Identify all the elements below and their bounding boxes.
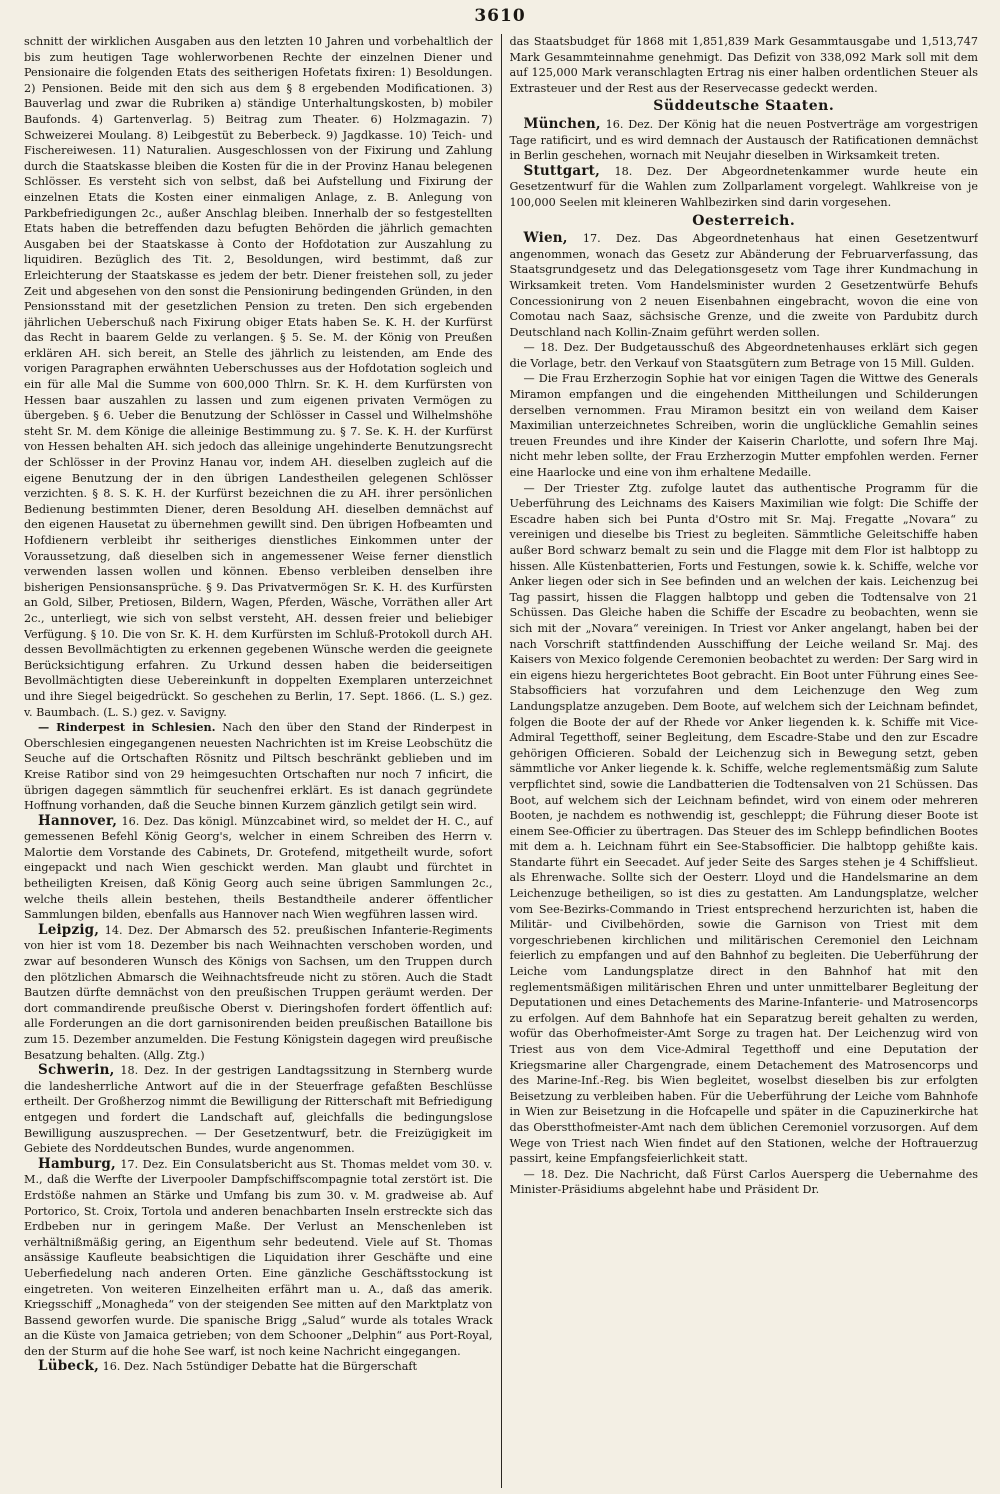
article-text: 17. Dez. Das Abgeordnetenhaus hat einen Gesetzentwurf angenommen, wonach das Gesetz zur Abänderung der Februarverfassung, das Staatsgrundgesetz und das Delegationsgesetz vom Tage ihrer Kundmachung in Wirksamkeit treten. Vom Handelsminister wurden 2 Gesetzentwürfe Behufs Concessionirung von 2 neuen Eisenbahnen eingebracht, wovon die eine von Comotau nach Saaz, sächsische Grenze, und die zweite von Pardubitz durch Deutschland nach Kollin-Znaim geführt werden sollen. xyxy=(509,232,979,339)
article-text: 14. Dez. Der Abmarsch des 52. preußischen Infanterie-Regiments von hier ist vom 18. Dezember bis nach Weihnachten verschoben worden, und zwar auf besonderen Wunsch des Königs von Sachsen, um den Truppen durch den plötzlichen Abmarsch die Weihnachtsfreude nicht zu stören. Auch die Stadt Bautzen dürfte demnächst von den preußischen Truppen geräumt werden. Der dort commandirende preußische Oberst v. Dieringshofen fordert öffentlich auf: alle Forderungen an die dort garnisonirenden beiden preußischen Bataillone bis zum 15. Dezember anzumelden. Die Festung Königstein dagegen wird preußische Besatzung behalten. (Allg. Ztg.) xyxy=(24,923,493,1062)
right-column xyxy=(502,34,979,1488)
page-number: 3610 xyxy=(474,6,526,26)
article-lead: — Rinderpest in Schlesien. xyxy=(38,720,216,735)
dateline-place: Schwerin, xyxy=(38,1062,115,1079)
article-text: 16. Dez. Nach 5stündiger Debatte hat die Bürgerschaft xyxy=(99,1360,418,1374)
article-luebeck xyxy=(24,1359,493,1375)
dateline-place: Lübeck, xyxy=(38,1358,100,1375)
article-hamburg xyxy=(24,1157,493,1360)
article-wien xyxy=(510,231,979,340)
article-text: 18. Dez. In der gestrigen Landtagssitzung in Sternberg wurde die landesherrliche Antwort auf die in der Steuerfrage gefaßten Beschlüsse ertheilt. Der Großherzog nimmt die Bewilligung der Ritterschaft mit Befriedigung entgegen und fordert die Landschaft auf, gleichfalls die bedingungslose Bewilligung auszusprechen. — Der Gesetzentwurf, betr. die Freizügigkeit im Gebiete des Norddeutschen Bundes, wurde angenommen. xyxy=(24,1064,493,1156)
article-text: 16. Dez. Das königl. Münzcabinet wird, so meldet der H. C., auf gemessenen Befehl König Georg's, welcher in einem Schreiben des Herrn v. Malortie dem Vorstande des Cabinets, Dr. Grotefend, mitgetheilt wurde, sofort eingepackt und nach Wien geschickt werden. Man glaubt und fürchtet in betheiligten Kreisen, daß König Georg auch seine übrigen Sammlungen 2c., welche theils allein bestehen, theils Bestandtheile anderer öffentlicher Sammlungen bilden, ebenfalls aus Hannover nach Wien wegführen lassen wird. xyxy=(24,814,493,922)
dateline-place: Hannover, xyxy=(38,812,118,829)
article-leipzig xyxy=(24,923,493,1063)
article-miramon: — Die Frau Erzherzogin Sophie hat vor einigen Tagen die Wittwe des Generals Miramon empfangen und die eingehenden Mittheilungen und Schilderungen derselben vernommen. Frau Miramon besitzt ein von weiland dem Kaiser Maximilian unterzeichnetes Schreiben, worin die unglückliche Gemahlin seines treuen Freundes und ihre Kinder der Kaiserin Charlotte, und sofern Ihre Maj. nicht mehr leben sollte, der Frau Erzherzogin Mutter empfohlen werden. Ferner eine Haarlocke und eine von ihm erhaltene Medaille. xyxy=(509,372,979,480)
article-stuttgart xyxy=(510,164,979,211)
dateline-place: Hamburg, xyxy=(38,1155,116,1172)
article-hofdotation-text: schnitt der wirklichen Ausgaben aus den letzten 10 Jahren und vorbehaltlich der bis zum heutigen Tage wohlerworbenen Rechte der einzelnen Diener und Pensionaire die folgenden Etats des seitherigen Hofetats fixiren: 1) Besoldungen. 2) Pensionen. Beide mit den sich aus dem § 8 ergebenden Modificationen. 3) Bauverlag und zwar die Rubriken a) ständige Unterhaltungskosten, b) mobiler Baufonds. 4) Gartenverlag. 5) Beitrag zum Theater. 6) Holzmagazin. 7) Schweizerei Moulang. 8) Leibgestüt zu Beberbeck. 9) Jagdkasse. 10) Teich- und Fischereiwesen. 11) Naturalien. Ausgeschlossen von der Fixirung und Zahlung durch die Staatskasse bleiben die Kosten für die in der Provinz Hanau belegenen Schlösser. Es versteht sich von selbst, daß bei Aufstellung und Fixirung der einzelnen Etats die Kosten einer einmaligen Anlage, z. B. Anlegung von Parkbefriedigungen 2c., außer Anschlag bleiben. Innerhalb der so festgestellten Etats haben die betreffenden dazu befugten Behörden die jährlich gemachten Ausgaben bei der Staatskasse à Conto der Hofdotation zur Auszahlung zu liquidiren. Bezüglich des Tit. 2, Besoldungen, wird bestimmt, daß zur Erleichterung der Staatskasse es jedem der betr. Diener freistehen soll, zu jeder Zeit und abgesehen von den sonst die Pensionirung bedingenden Gründen, in den Pensionsstand mit der gesetzlichen Pension zu treten. Den sich ergebenden jährlichen Ueberschuß nach Fixirung obiger Etats haben Se. K. H. der Kurfürst das Recht in baarem Gelde zu verlangen. § 5. Se. M. der König von Preußen erklären AH. sich bereit, an Stelle des jährlich zu leistenden, am Ende des vorigen Paragraphen erwähnten Ueberschusses aus der Hofdotation sogleich und ein für alle Mal die Summe von 600,000 Thlrn. Sr. K. H. dem Kurfürsten von Hessen baar auszahlen zu lassen und zum eigenen privaten Vermögen zu übergeben. § 6. Ueber die Benutzung der Schlösser in Cassel und Wilhelmshöhe steht Sr. M. dem Könige die alleinige Bestimmung zu. § 7. Se. K. H. der Kurfürst von Hessen behalten AH. sich jedoch das alleinige ungehinderte Benutzungsrecht der Schlösser in der Provinz Hanau vor, indem AH. dieselben zugleich auf die eigene Benutzung der in den übrigen Landestheilen gelegenen Schlösser verzichten. § 8. S. K. H. der Kurfürst bezeichnen die zu AH. ihrer persönlichen Bedienung bestimmten Diener, deren Besoldung AH. dieselben demnächst auf den eigenen Hausetat zu übernehmen gewillt sind. Den übrigen Hofbeamten und Hofdienern verbleibt ihr seitheriges dienstliches Einkommen unter der Voraussetzung, daß dieselben sich in angemessener Weise ferner dienstlich verwenden lassen wollen und können. Ebenso verbleiben denselben ihre bisherigen Pensionsansprüche. § 9. Das Privatvermögen Sr. K. H. des Kurfürsten an Gold, Silber, Pretiosen, Bildern, Wagen, Pferden, Wäsche, Vorräthen aller Art 2c., unterliegt, wie sich von selbst versteht, AH. dessen freier und beliebiger Verfügung. § 10. Die von Sr. K. H. dem Kurfürsten im Schluß-Protokoll durch AH. dessen Bevollmächtigten zu erkennen gegebenen Wünsche werden die geeignete Berücksichtigung erfahren. Zu Urkund dessen haben die beiderseitigen Bevollmächtigten diese Uebereinkunft in doppelten Exemplaren unterzeichnet und ihre Siegel beigedrückt. So geschehen zu Berlin, 17. Sept. 1866. (L. S.) gez. v. Baumbach. (L. S.) gez. v. Savigny. xyxy=(24,35,493,719)
dateline-place: München, xyxy=(523,115,601,132)
article-triester-programm: — Der Triester Ztg. zufolge lautet das authentische Programm für die Ueberführung des Leichnams des Kaisers Maximilian wie folgt: Die Schiffe der Escadre haben sich bei Punta d'Ostro mit Sr. Maj. Fregatte „Novara“ zu vereinigen und dieselbe bis Triest zu begleiten. Sämmtliche Geleitschiffe haben außer Bord schwarz bemalt zu sein und die Flagge mit dem Flor ist halbtopp zu hissen. Alle Küstenbatterien, Forts und Festungen, sowie k. k. Schiffe, welche vor Anker liegen oder sich in See befinden und an welchen der kais. Leichenzug bei Tag passirt, hissen die Flaggen halbtopp und geben die Todtensalve von 21 Schüssen. Das Gleiche haben die Schiffe der Escadre zu beobachten, wenn sie sich mit der „Novara“ vereinigen. In Triest vor Anker angelangt, haben bei der nach Vorschrift stattfindenden Ausschiffung der Leiche weiland Sr. Maj. des Kaisers von Mexico folgende Ceremonien beobachtet zu werden: Der Sarg wird in ein eigens hiezu hergerichtetes Boot gebracht. Ein Boot unter Führung eines See-Stabsofficiers hat vorzufahren und dem Leichenzuge den Weg zum Landungsplatze anzugeben. Dem Boote, auf welchem sich der Leichnam befindet, folgen die Boote der auf der Rhede vor Anker liegenden k. k. Schiffe mit Vice-Admiral Tegetthoff, seiner Begleitung, dem Escadre-Stabe und den zur Escadre gehörigen Officieren. Sobald der Leichenzug sich in Bewegung setzt, geben sämmtliche vor Anker liegende k. k. Schiffe, welche reglementsmäßig zum Salute verpflichtet sind, sowie die Landbatterien die Todtensalven von 21 Schüssen. Das Boot, auf welchem sich der Leichnam befindet, wird von einem oder mehreren Booten, je nachdem es nothwendig ist, geschleppt; die Führung dieser Boote ist einem See-Officier zu übertragen. Das Steuer des im Schlepp befindlichen Bootes mit dem a. h. Leichnam führt ein See-Stabsofficier. Die halbtopp gehißte kais. Standarte führt ein Seecadet. Auf jeder Seite des Sarges stehen je 4 Schiffslieut. als Ehrenwache. Sollte sich der Oesterr. Lloyd und die Handelsmarine an dem Leichenzuge betheiligen, so ist dies zu gestatten. Am Landungsplatze, welcher vom See-Bezirks-Commando in Triest entsprechend herzurichten ist, haben die Militär- und Civilbehörden, sowie die Garnison von Triest mit dem vorgeschriebenen kirchlichen und militärischen Ceremoniel den Leichnam feierlich zu empfangen und auf den Bahnhof zu begleiten. Die Ueberführung der Leiche vom Landungsplatze direct in den Bahnhof hat mit den reglementsmäßigen militärischen Ehren und unter unmittelbarer Begleitung der Deputationen und eines Detachements des Marine-Infanterie- und Matrosencorps zu erfolgen. Auf dem Bahnhofe hat ein Separatzug bereit gehalten zu werden, wofür das Oberhofmeister-Amt Sorge zu tragen hat. Der Leichenzug wird von Triest aus von dem Vice-Admiral Tegetthoff und eine Deputation der Kriegsmarine aller Chargengrade, einem Detachement des Matrosencorps und des Marine-Inf.-Reg. bis Wien begleitet, woselbst dieselben bis zur erfolgten Beisetzung zu verbleiben haben. Für die Ueberführung der Leiche vom Bahnhofe in Wien zur Beisetzung in die Hofcapelle und später in die Capuzinerkirche hat das Oberstthofmeister-Amt nach dem üblichen Ceremoniel vorzusorgen. Auf dem Wege von Triest nach Wien findet auf den Stationen, welche der Hoftrauerzug passirt, keine Empfangsfeierlichkeit statt. xyxy=(509,481,979,1166)
article-text: 18. Dez. Der Abgeordnetenkammer wurde heute ein Gesetzentwurf für die Wahlen zum Zollparlament vorgelegt. Wahlkreise von je 100,000 Seelen mit kleineren Wahlbezirken sind darin vorgesehen. xyxy=(509,164,979,209)
dateline-place: Leipzig, xyxy=(38,921,100,938)
article-auersperg xyxy=(510,1167,979,1198)
dateline-place: Stuttgart, xyxy=(523,162,601,179)
columns xyxy=(24,34,978,1488)
article-budgetausschuss: — 18. Dez. Der Budgetausschuß des Abgeordnetenhauses erklärt sich gegen die Vorlage, betr. den Verkauf von Staatsgütern zum Betrage von 15 Mill. Gulden. xyxy=(509,341,979,370)
article-luebeck-continued: das Staatsbudget für 1868 mit 1,851,839 Mark Gesammtausgabe und 1,513,747 Mark Gesammteinnahme genehmigt. Das Defizit von 338,092 Mark soll mit dem auf 125,000 Mark veranschlagten Ertrag nis einer halben ordentlichen Steuer als Extrasteuer und der Rest aus der Reservecasse gedeckt werden. xyxy=(509,35,979,95)
article-text: 17. Dez. Ein Consulatsbericht aus St. Thomas meldet vom 30. v. M., daß die Werfte der Liverpooler Dampfschiffscompagnie total zerstört ist. Die Erdstöße nahmen an Stärke und Umfang bis zum 30. v. M. gradweise ab. Auf Portorico, St. Croix, Tortola und anderen benachbarten Inseln erstreckte sich das Erdbeben nur in geringem Maße. Der Verlust an Menschenleben ist verhältnißmäßig gering, an Eigenthum sehr bedeutend. Viele auf St. Thomas ansässige Kaufleute beabsichtigen die Liquidation ihrer Geschäfte und eine Ueberfiedelung nach anderen Orten. Eine gänzliche Geschäftsstockung ist eingetreten. Von weiteren Einzelheiten erfährt man u. A., daß das amerik. Kriegsschiff „Monagheda“ von der steigenden See mitten auf den Marktplatz von Bassend geworfen wurde. Die spanische Brigg „Salud“ wurde als totales Wrack an die Küste von Jamaica getrieben; von dem Schooner „Delphin“ aus Port-Royal, den der Sturm auf die hohe See warf, ist noch keine Nachricht eingegangen. xyxy=(24,1157,493,1358)
article-hannover xyxy=(24,814,493,923)
dateline-place: Wien, xyxy=(523,230,568,247)
article-rinderpest xyxy=(24,720,493,814)
section-heading: Süddeutsche Staaten. xyxy=(653,98,835,115)
article-text: 16. Dez. Der König hat die neuen Postverträge am vorgestrigen Tage ratificirt, und es wird demnach der Austausch der Ratificationen demnächst in Berlin geschehen, wornach mit Neujahr dieselben in Wirksamkeit treten. xyxy=(509,117,979,163)
article-muenchen xyxy=(510,117,979,164)
article-schwerin xyxy=(24,1063,493,1157)
section-heading: Oesterreich. xyxy=(692,212,796,229)
article-lead: — 18. Dez. xyxy=(523,1167,589,1181)
article-text: Die Nachricht, daß Fürst Carlos Auersperg die Uebernahme des Minister-Präsidiums abgelehnt habe und Präsident Dr. xyxy=(509,1167,979,1197)
article-text: Nach den über den Stand der Rinderpest in Oberschlesien eingegangenen neuesten Nachrichten ist im Kreise Leobschütz die Seuche auf die Ortschaften Rösnitz und Piltsch beschränkt geblieben und im Kreise Ratibor sind von 29 heimgesuchten Ortschaften nur noch 7 inficirt, die übrigen dagegen sämmtlich für seuchenfrei erklärt. Es ist danach gegründete Hoffnung vorhanden, daß die Seuche binnen Kurzem gänzlich getilgt sein wird. xyxy=(24,721,493,813)
left-column xyxy=(24,34,501,1488)
